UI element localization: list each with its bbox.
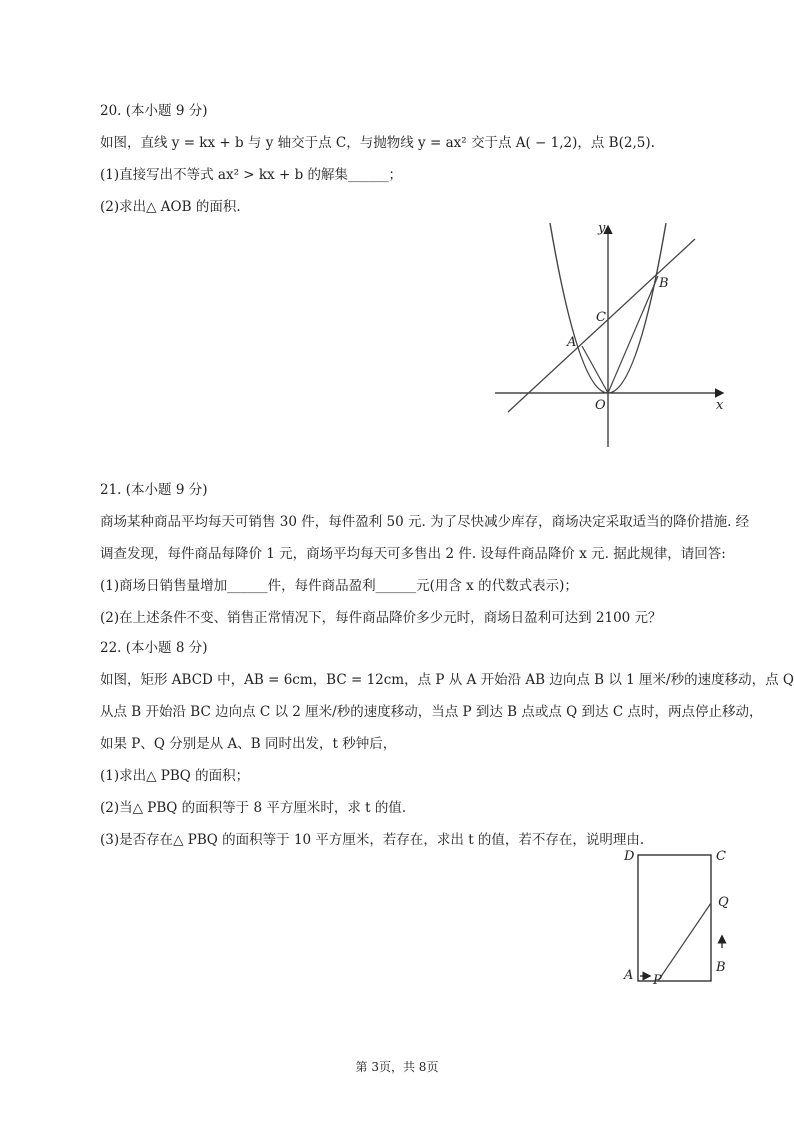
- point-d-label: D: [624, 849, 635, 864]
- q20-stem: 如图，直线 y = kx + b 与 y 轴交于点 C，与抛物线 y = ax² 交于点 A( − 1,2)，点 B(2,5).: [100, 135, 655, 151]
- q21-header: 21. (本小题 9 分): [100, 482, 208, 498]
- page-footer: 第 3页，共 8页: [355, 1060, 439, 1074]
- q20-part2: (2)求出△ AOB 的面积.: [100, 199, 241, 215]
- q20-figure: [490, 215, 740, 450]
- point-b-label: B: [716, 960, 726, 975]
- point-q-label: Q: [718, 895, 729, 910]
- q21-part1: (1)商场日销售量增加______件，每件商品盈利______元(用含 x 的代数式表示)；: [100, 578, 578, 594]
- point-c-label: C: [716, 849, 726, 864]
- line-kx-plus-b: [508, 239, 695, 412]
- rectangle-abcd: [638, 855, 711, 981]
- q20-part1: (1)直接写出不等式 ax² > kx + b 的解集______；: [100, 167, 403, 183]
- point-a-label: A: [624, 968, 634, 983]
- q22-stem-line1: 如图，矩形 ABCD 中，AB = 6cm，BC = 12cm，点 P 从 A 开始沿 AB 边向点 B 以 1 厘米/秒的速度移动，点 Q: [100, 672, 794, 688]
- q22-header: 22. (本小题 8 分): [100, 640, 208, 656]
- segment-pq: [658, 903, 711, 981]
- origin-label: O: [595, 398, 606, 413]
- point-a-label: A: [567, 335, 577, 350]
- y-axis-label: y: [598, 221, 606, 236]
- segment-ob: [608, 276, 658, 393]
- point-b-label: B: [659, 276, 669, 291]
- q22-figure: [615, 840, 745, 990]
- q21-stem-line2: 调查发现，每件商品每降价 1 元，商场平均每天可多售出 2 件. 设每件商品降价 x 元. 据此规律，请回答:: [100, 546, 726, 562]
- q21-stem-line1: 商场某种商品平均每天可销售 30 件，每件盈利 50 元. 为了尽快减少库存，商场决定采取适当的降价措施. 经: [100, 514, 750, 530]
- q22-part2: (2)当△ PBQ 的面积等于 8 平方厘米时，求 t 的值.: [100, 800, 407, 816]
- x-axis-label: x: [716, 398, 724, 413]
- q20-header: 20. (本小题 9 分): [100, 103, 208, 119]
- q22-part1: (1)求出△ PBQ 的面积；: [100, 768, 250, 784]
- point-p-label: P: [653, 973, 662, 988]
- q22-stem-line2: 从点 B 开始沿 BC 边向点 C 以 2 厘米/秒的速度移动，当点 P 到达 B 点或点 Q 到达 C 点时，两点停止移动，: [100, 704, 763, 720]
- point-c-label: C: [596, 310, 606, 325]
- q22-stem-line3: 如果 P、Q 分别是从 A、B 同时出发，t 秒钟后，: [100, 736, 397, 752]
- q21-part2: (2)在上述条件不变、销售正常情况下，每件商品降价多少元时，商场日盈利可达到 2100 元？: [100, 610, 662, 626]
- q22-part3: (3)是否存在△ PBQ 的面积等于 10 平方厘米，若存在，求出 t 的值，若不存在，说明理由.: [100, 832, 645, 848]
